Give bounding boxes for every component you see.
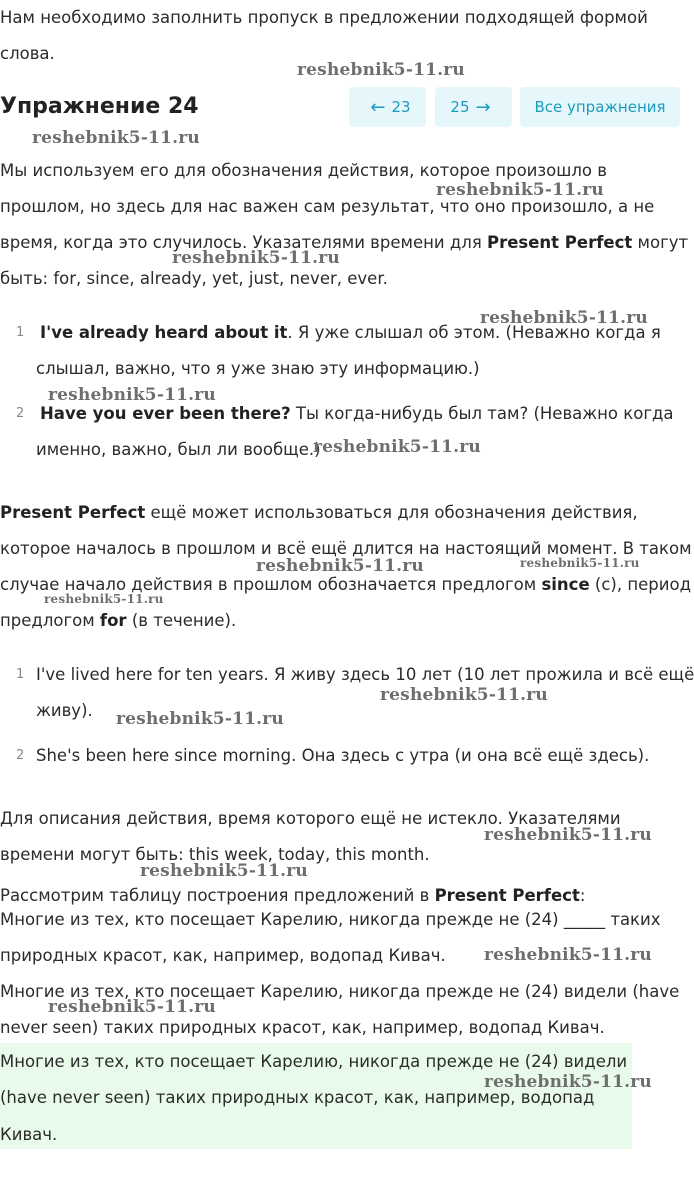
arrow-right-icon: → — [475, 96, 491, 118]
highlight-line-1: Многие из тех, кто посещает Карелию, никогда прежде не (24) видели — [0, 1052, 628, 1071]
p2-line-2: которое началось в прошлом и всё ещё длится на настоящий момент. В таком — [0, 539, 692, 558]
p2-line-3: случае начало действия в прошлом обозначается предлогом since (с), период — [0, 575, 691, 594]
task-answer-line-1: Многие из тех, кто посещает Карелию, никогда прежде не (24) видели (have — [0, 982, 680, 1001]
watermark: reshebnik5-11.ru — [140, 861, 308, 881]
next-exercise-label: 25 — [450, 98, 470, 116]
list1-item-1-cont: слышал, важно, что я уже знаю эту информацию.) — [36, 359, 480, 378]
highlight-line-2: (have never seen) таких природных красот, как, например, водопад — [0, 1088, 595, 1107]
p3-line-1: Для описания действия, время которого ещё не истекло. Указателями — [0, 809, 621, 828]
watermark: reshebnik5-11.ru — [48, 997, 216, 1017]
intro-line-1: Нам необходимо заполнить пропуск в предложении подходящей формой — [0, 8, 648, 27]
task-question-line-2: природных красот, как, например, водопад Кивач. — [0, 946, 446, 965]
watermark: reshebnik5-11.ru — [313, 437, 481, 457]
highlight-line-3: Кивач. — [0, 1125, 58, 1144]
list2-number-2: 2 — [16, 748, 25, 763]
watermark: reshebnik5-11.ru — [484, 1072, 652, 1092]
prev-exercise-button[interactable] — [349, 87, 426, 127]
intro-line-2: слова. — [0, 44, 55, 63]
p2-line-1: Present Perfect ещё может использоваться для обозначения действия, — [0, 503, 638, 522]
watermark: reshebnik5-11.ru — [484, 825, 652, 845]
watermark: reshebnik5-11.ru — [520, 556, 640, 570]
list1-number-1: 1 — [16, 325, 25, 340]
task-question-line-1: Многие из тех, кто посещает Карелию, никогда прежде не (24) _____ таких — [0, 910, 661, 929]
p1-line-2: прошлом, но здесь для нас важен сам результат, что оно произошло, а не — [0, 197, 655, 216]
list1-number-2: 2 — [16, 406, 25, 421]
exercise-title: Упражнение 24 — [0, 94, 199, 119]
task-answer-line-2: never seen) таких природных красот, как, например, водопад Кивач. — [0, 1018, 605, 1037]
watermark: reshebnik5-11.ru — [256, 556, 424, 576]
p3-line-2: времени могут быть: this week, today, this month. — [0, 845, 430, 864]
p1-line-3: время, когда это случилось. Указателями времени для Present Perfect могут — [0, 233, 689, 252]
list2-item-1: I've lived here for ten years. Я живу здесь 10 лет (10 лет прожила и всё ещё — [36, 665, 694, 684]
all-exercises-label: Все упражнения — [534, 98, 666, 116]
watermark: reshebnik5-11.ru — [44, 592, 164, 606]
watermark: reshebnik5-11.ru — [480, 308, 648, 328]
next-exercise-button[interactable] — [435, 87, 512, 127]
watermark: reshebnik5-11.ru — [172, 248, 340, 268]
watermark: reshebnik5-11.ru — [32, 128, 200, 148]
all-exercises-button[interactable] — [520, 87, 680, 127]
watermark: reshebnik5-11.ru — [380, 685, 548, 705]
list1-item-2: Have you ever been there? Ты когда-нибудь был там? (Неважно когда — [40, 404, 674, 423]
list2-number-1: 1 — [16, 667, 25, 682]
prev-exercise-label: 23 — [391, 98, 411, 116]
list1-item-2-cont: именно, важно, был ли вообще.) — [36, 440, 321, 459]
list1-item-1: I've already heard about it. Я уже слышал об этом. (Неважно когда я — [40, 323, 661, 342]
p2-line-4: предлогом for (в течение). — [0, 611, 237, 630]
watermark: reshebnik5-11.ru — [484, 945, 652, 965]
p1-line-1: Мы используем его для обозначения действия, которое произошло в — [0, 161, 607, 180]
watermark: reshebnik5-11.ru — [116, 709, 284, 729]
p1-line-4: быть: for, since, already, yet, just, never, ever. — [0, 269, 388, 288]
watermark: reshebnik5-11.ru — [436, 180, 604, 200]
arrow-left-icon: ← — [370, 96, 386, 118]
p3-line-3-clipped: Рассмотрим таблицу построения предложений в Present Perfect: — [0, 886, 586, 905]
list2-item-1-cont: живу). — [36, 701, 93, 720]
watermark: reshebnik5-11.ru — [48, 385, 216, 405]
list2-item-2: She's been here since morning. Она здесь с утра (и она всё ещё здесь). — [36, 746, 650, 765]
watermark: reshebnik5-11.ru — [297, 60, 465, 80]
